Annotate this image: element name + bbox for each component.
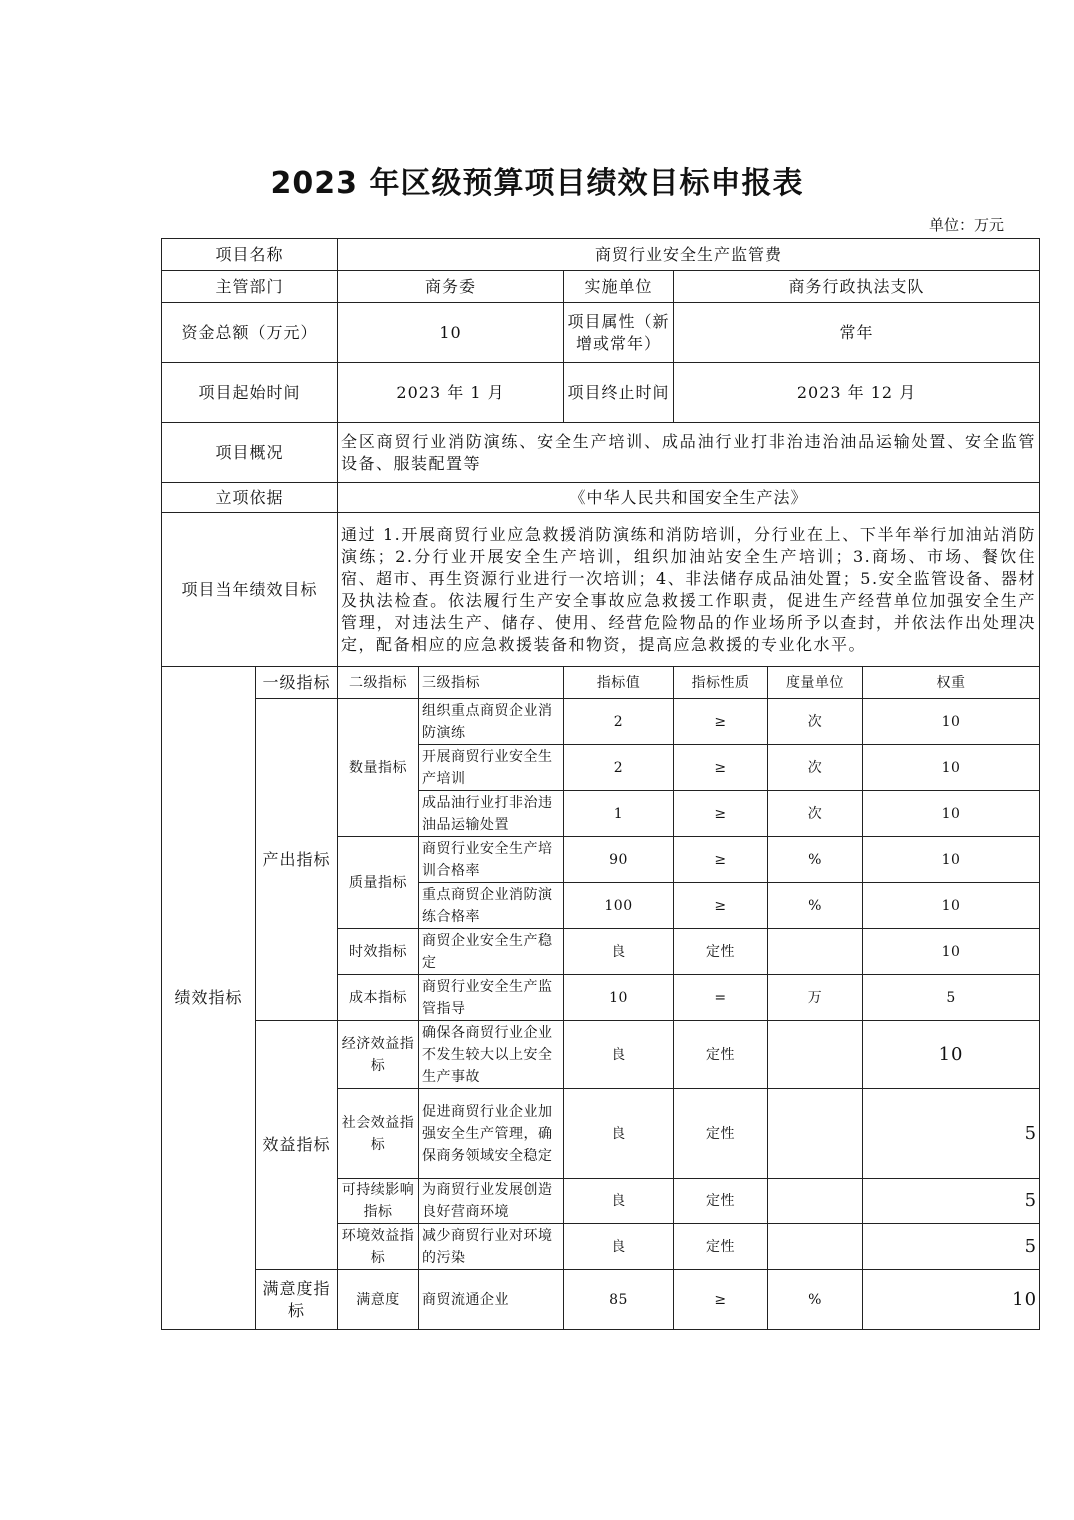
indicator-value: 良 <box>564 1224 674 1270</box>
goal-label: 项目当年绩效目标 <box>162 513 338 667</box>
indicator-name: 商贸行业安全生产监管指导 <box>419 975 564 1021</box>
fund-value: 10 <box>338 303 564 363</box>
indicator-weight: 10 <box>863 1021 1040 1089</box>
indicator-nature: ≥ <box>674 745 768 791</box>
group-quantity: 数量指标 <box>338 699 419 837</box>
indicator-nature: ≥ <box>674 791 768 837</box>
attr-value: 常年 <box>674 303 1040 363</box>
start-value: 2023 年 1 月 <box>338 363 564 423</box>
indicator-name: 为商贸行业发展创造良好营商环境 <box>419 1179 564 1224</box>
header-value: 指标值 <box>564 667 674 699</box>
group-satisfaction: 满意度 <box>338 1270 419 1330</box>
header-level1: 一级指标 <box>256 667 338 699</box>
indicator-name: 减少商贸行业对环境的污染 <box>419 1224 564 1270</box>
satisfaction-label: 满意度指标 <box>256 1270 338 1330</box>
indicator-weight: 10 <box>863 929 1040 975</box>
indicator-unit <box>768 1021 863 1089</box>
indicator-nature: = <box>674 975 768 1021</box>
group-sustainable: 可持续影响指标 <box>338 1179 419 1224</box>
group-timeliness: 时效指标 <box>338 929 419 975</box>
indicator-name: 促进商贸行业企业加强安全生产管理，确保商务领域安全稳定 <box>419 1089 564 1179</box>
indicator-weight: 10 <box>863 837 1040 883</box>
indicator-unit: 次 <box>768 699 863 745</box>
group-cost: 成本指标 <box>338 975 419 1021</box>
indicator-nature: 定性 <box>674 1179 768 1224</box>
fund-label: 资金总额（万元） <box>162 303 338 363</box>
indicator-nature: ≥ <box>674 837 768 883</box>
overview-label: 项目概况 <box>162 423 338 483</box>
indicator-nature: 定性 <box>674 929 768 975</box>
group-social: 社会效益指标 <box>338 1089 419 1179</box>
indicator-unit <box>768 1089 863 1179</box>
header-level2: 二级指标 <box>338 667 419 699</box>
indicator-weight: 10 <box>863 699 1040 745</box>
indicator-weight: 5 <box>863 1089 1040 1179</box>
header-level3: 三级指标 <box>419 667 564 699</box>
indicator-weight: 10 <box>863 883 1040 929</box>
performance-table <box>161 238 1040 1330</box>
impl-label: 实施单位 <box>564 271 674 303</box>
indicator-name: 组织重点商贸企业消防演练 <box>419 699 564 745</box>
indicator-value: 100 <box>564 883 674 929</box>
indicator-name: 商贸流通企业 <box>419 1270 564 1330</box>
indicator-value: 良 <box>564 1021 674 1089</box>
group-quality: 质量指标 <box>338 837 419 929</box>
indicator-name: 成品油行业打非治违油品运输处置 <box>419 791 564 837</box>
header-unit: 度量单位 <box>768 667 863 699</box>
indicator-value: 85 <box>564 1270 674 1330</box>
basis-label: 立项依据 <box>162 483 338 513</box>
indicator-nature: 定性 <box>674 1224 768 1270</box>
perf-label: 绩效指标 <box>162 667 256 1330</box>
header-weight: 权重 <box>863 667 1040 699</box>
indicator-unit: % <box>768 837 863 883</box>
dept-label: 主管部门 <box>162 271 338 303</box>
indicator-name: 商贸企业安全生产稳定 <box>419 929 564 975</box>
start-label: 项目起始时间 <box>162 363 338 423</box>
indicator-unit <box>768 1179 863 1224</box>
output-label: 产出指标 <box>256 699 338 1021</box>
indicator-value: 良 <box>564 929 674 975</box>
indicator-value: 2 <box>564 745 674 791</box>
dept-value: 商务委 <box>338 271 564 303</box>
indicator-nature: ≥ <box>674 1270 768 1330</box>
indicator-name: 商贸行业安全生产培训合格率 <box>419 837 564 883</box>
indicator-value: 10 <box>564 975 674 1021</box>
indicator-weight: 10 <box>863 1270 1040 1330</box>
indicator-value: 良 <box>564 1089 674 1179</box>
indicator-unit <box>768 929 863 975</box>
basis-value: 《中华人民共和国安全生产法》 <box>338 483 1040 513</box>
indicator-weight: 5 <box>863 1224 1040 1270</box>
group-environment: 环境效益指标 <box>338 1224 419 1270</box>
indicator-unit: % <box>768 883 863 929</box>
indicator-nature: ≥ <box>674 699 768 745</box>
indicator-weight: 10 <box>863 745 1040 791</box>
impl-value: 商务行政执法支队 <box>674 271 1040 303</box>
indicator-name: 重点商贸企业消防演练合格率 <box>419 883 564 929</box>
project-name-value: 商贸行业安全生产监管费 <box>338 239 1040 271</box>
header-nature: 指标性质 <box>674 667 768 699</box>
attr-label: 项目属性（新增或常年） <box>564 303 674 363</box>
indicator-nature: ≥ <box>674 883 768 929</box>
indicator-name: 开展商贸行业安全生产培训 <box>419 745 564 791</box>
group-economic: 经济效益指标 <box>338 1021 419 1089</box>
indicator-value: 良 <box>564 1179 674 1224</box>
indicator-weight: 10 <box>863 791 1040 837</box>
indicator-value: 2 <box>564 699 674 745</box>
benefit-label: 效益指标 <box>256 1021 338 1270</box>
indicator-unit: 次 <box>768 745 863 791</box>
indicator-nature: 定性 <box>674 1021 768 1089</box>
indicator-unit <box>768 1224 863 1270</box>
end-label: 项目终止时间 <box>564 363 674 423</box>
indicator-weight: 5 <box>863 975 1040 1021</box>
end-value: 2023 年 12 月 <box>674 363 1040 423</box>
indicator-unit: 万 <box>768 975 863 1021</box>
indicator-nature: 定性 <box>674 1089 768 1179</box>
project-name-label: 项目名称 <box>162 239 338 271</box>
indicator-value: 1 <box>564 791 674 837</box>
indicator-value: 90 <box>564 837 674 883</box>
unit-label: 单位：万元 <box>928 216 1004 234</box>
indicator-unit: 次 <box>768 791 863 837</box>
indicator-name: 确保各商贸行业企业不发生较大以上安全生产事故 <box>419 1021 564 1089</box>
indicator-unit: % <box>768 1270 863 1330</box>
indicator-weight: 5 <box>863 1179 1040 1224</box>
goal-value: 通过 1.开展商贸行业应急救援消防演练和消防培训，分行业在上、下半年举行加油站消防演练；2.分行业开展安全生产培训，组织加油站安全生产培训；3.商场、市场、餐饮住宿、超市、再生资源行业进行一次培训；4、非法储存成品油处置；5.安全监管设备、器材及执法检查。依法履行生产安全事故应急救援工作职责，促进生产经营单位加强安全生产管理，对违法生产、储存、使用、经营危险物品的作业场所予以查封，并依法作出处理决定，配备相应的应急救援装备和物资，提高应急救援的专业化水平。 <box>338 513 1040 667</box>
page-title: 2023 年区级预算项目绩效目标申报表 <box>270 166 804 201</box>
overview-value: 全区商贸行业消防演练、安全生产培训、成品油行业打非治违治油品运输处置、安全监管设备、服装配置等 <box>338 423 1040 483</box>
